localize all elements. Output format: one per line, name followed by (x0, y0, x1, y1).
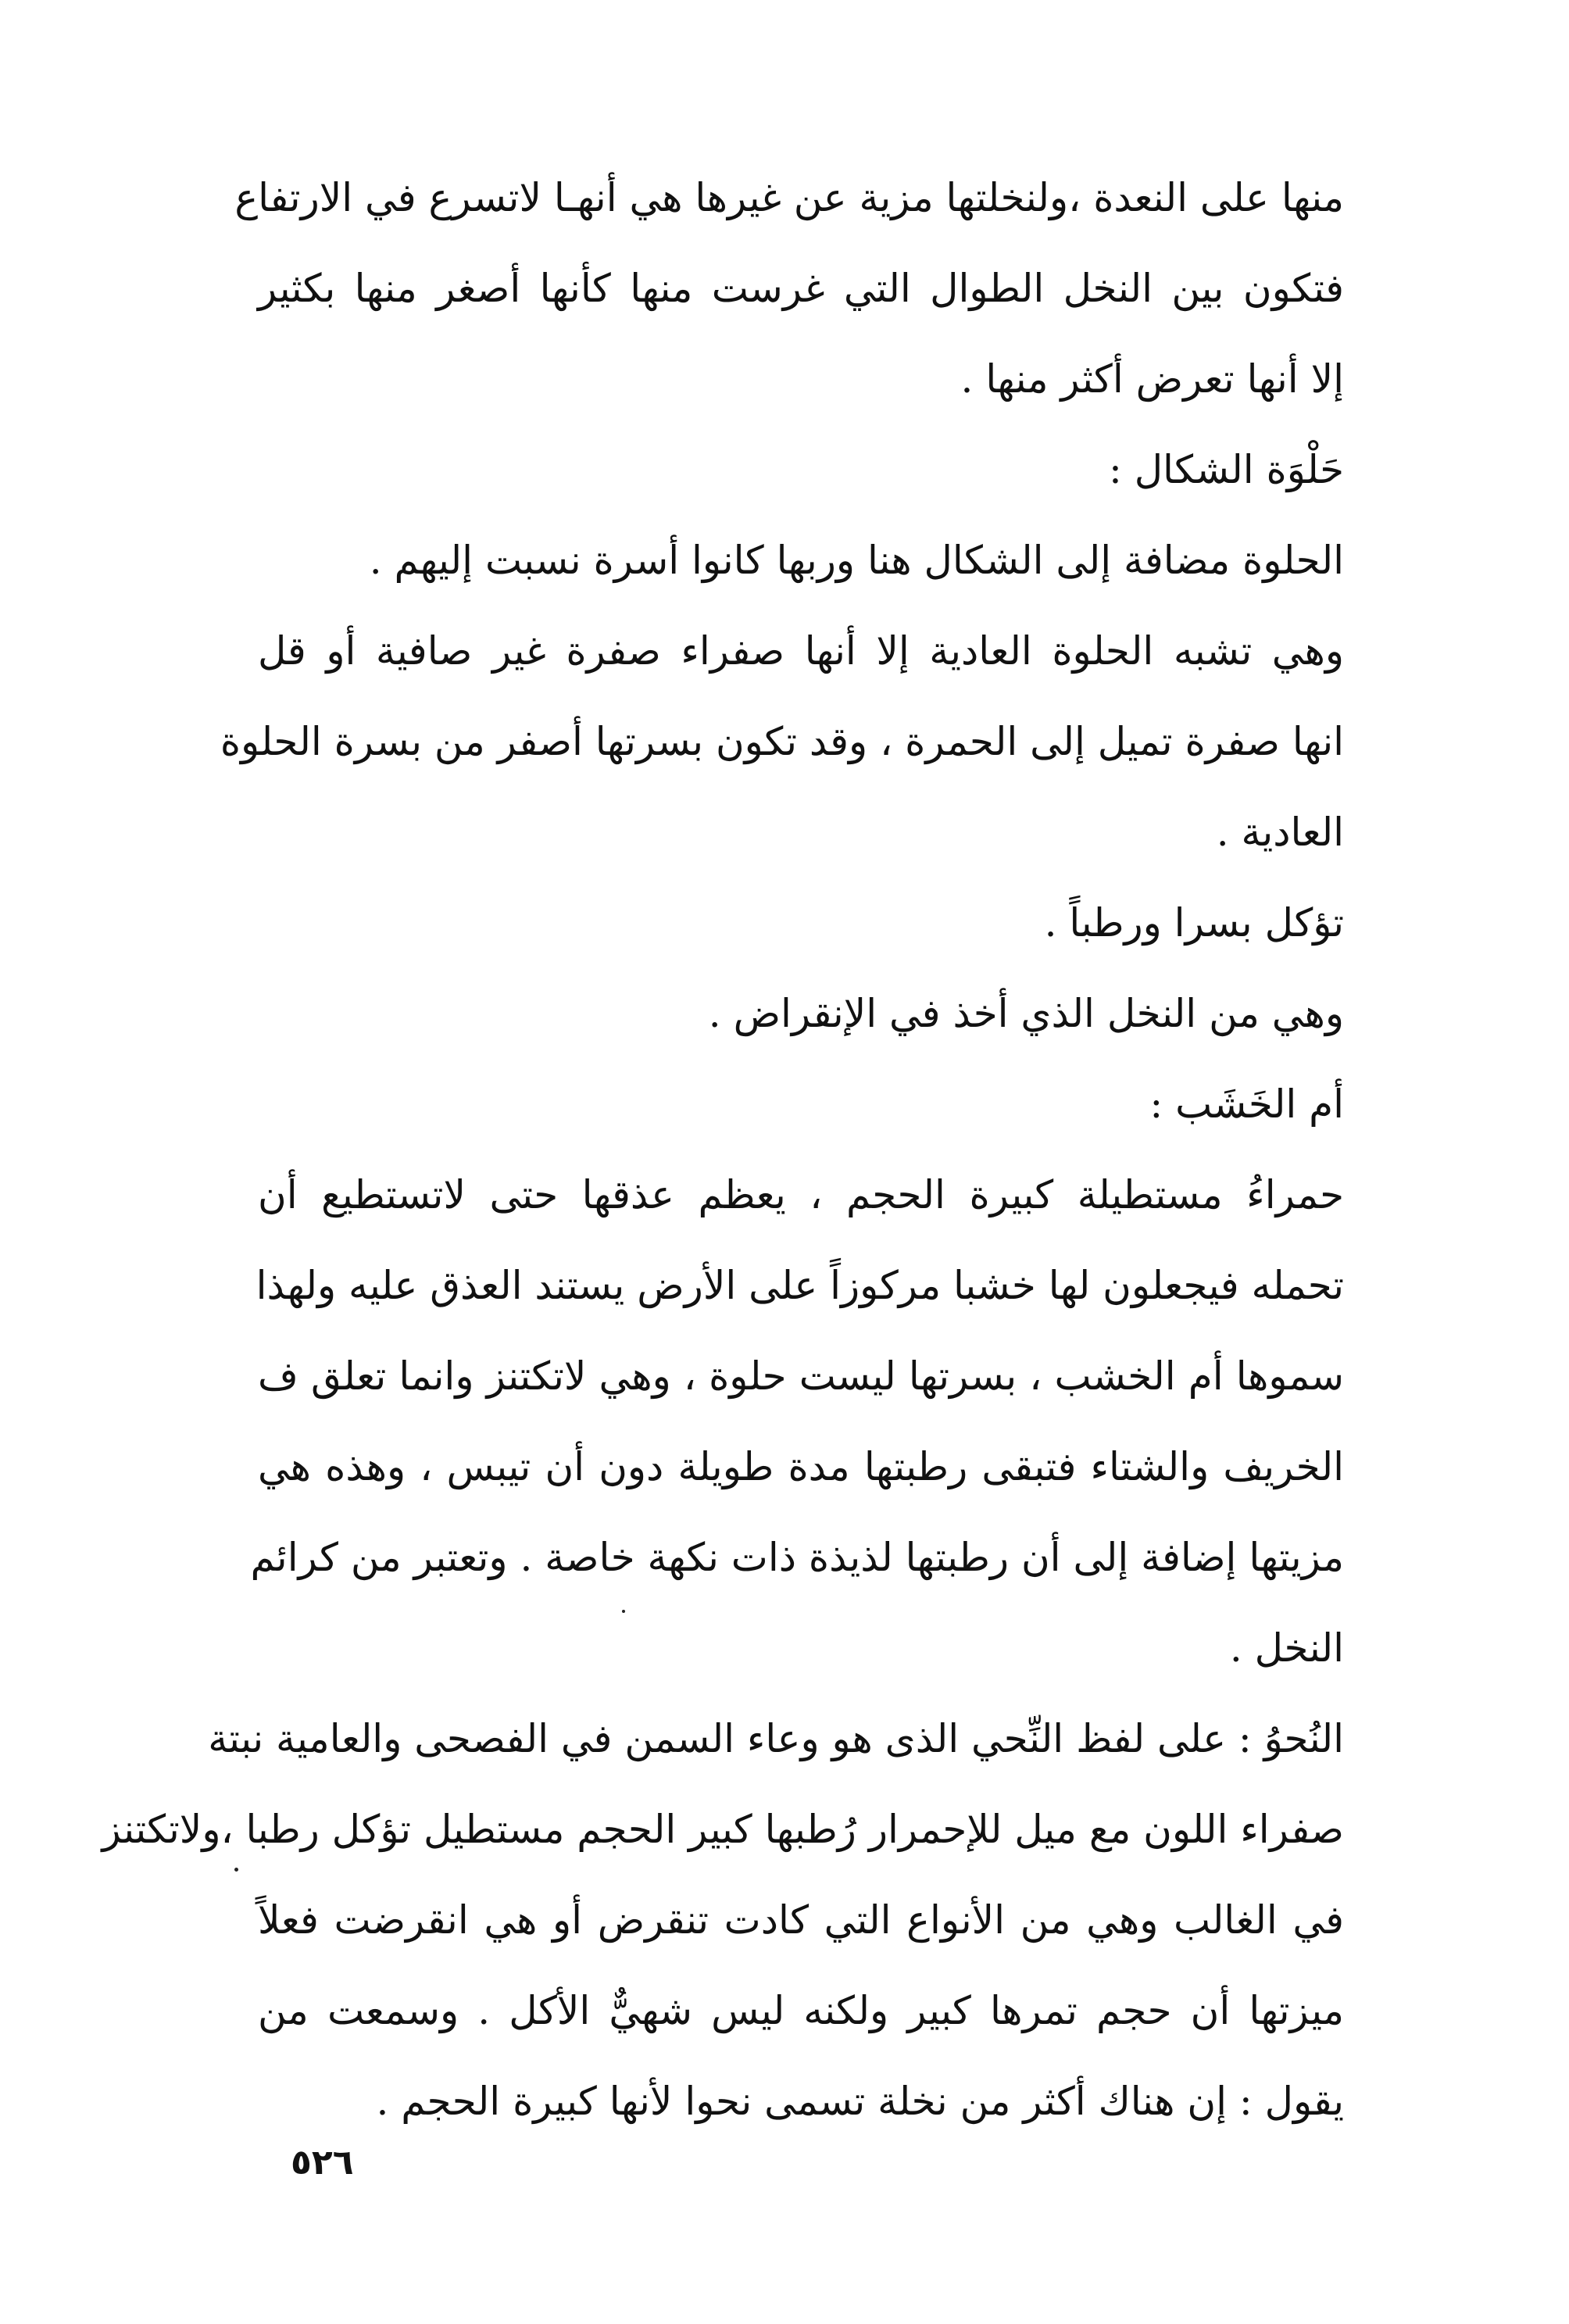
scan-speck (622, 1610, 625, 1613)
text-line: صفراء اللون مع ميل للإحمرار رُطبها كبير الحجم مستطيل تؤكل رطبا ،ولاتكتنز (102, 1807, 1344, 1852)
text-line: إلا أنها تعرض أكثر منها . (960, 356, 1344, 402)
section-heading-halwat-al-shakal: حَلْوَة الشكال : (1108, 447, 1344, 492)
text-line: الحلوة مضافة إلى الشكال هنا وربها كانوا أسرة نسبت إليهم . (369, 538, 1344, 583)
body-text (102, 152, 1344, 2147)
text-line: العادية . (1216, 810, 1344, 855)
text-line: وهي من النخل الذي أخذ في الإنقراض . (708, 991, 1344, 1036)
page-number: ٥٢٦ (291, 2143, 354, 2183)
text-line: في الغالب وهي من الأنواع التي كادت تنقرض أو هي انقرضت فعلاً (258, 1897, 1344, 1943)
text-line: سموها أم الخشب ، بسرتها ليست حلوة ، وهي لاتكتنز وانما تعلق ف (258, 1353, 1344, 1399)
text-line: تؤكل بسرا ورطباً . (1044, 900, 1344, 946)
text-line: منها على النعدة ،ولنخلتها مزية عن غيرها هي أنهـا لاتسرع في الارتفاع (234, 175, 1344, 220)
text-line-al-nahw: النُحوُ : على لفظ النِّحي الذى هو وعاء السمن في الفصحى والعامية نبتة (208, 1716, 1344, 1761)
section-heading-umm-al-khashab: أم الخَشَب : (1149, 1082, 1344, 1127)
text-line: تحمله فيجعلون لها خشبا مركوزاً على الأرض يستند العذق عليه ولهذا (256, 1263, 1344, 1308)
text-line: انها صفرة تميل إلى الحمرة ، وقد تكون بسرتها أصفر من بسرة الحلوة (220, 719, 1344, 764)
text-line: مزيتها إضافة إلى أن رطبتها لذيذة ذات نكهة خاصة . وتعتبر من كرائم (250, 1535, 1344, 1580)
text-line: يقول : إن هناك أكثر من نخلة تسمى نحوا لأنها كبيرة الحجم . (376, 2079, 1344, 2124)
text-line: حمراءُ مستطيلة كبيرة الحجم ، يعظم عذقها حتى لاتستطيع أن (258, 1172, 1344, 1217)
scan-speck (234, 1868, 238, 1872)
text-line: النخل . (1229, 1625, 1344, 1671)
text-line: فتكون بين النخل الطوال التي غرست منها كأنها أصغر منها بكثير (258, 266, 1344, 311)
text-line: وهي تشبه الحلوة العادية إلا أنها صفراء صفرة غير صافية أو قل (258, 628, 1344, 674)
text-line: الخريف والشتاء فتبقى رطبتها مدة طويلة دون أن تيبس ، وهذه هي (258, 1444, 1344, 1489)
text-line: ميزتها أن حجم تمرها كبير ولكنه ليس شهيٌّ الأكل . وسمعت من (258, 1988, 1344, 2033)
